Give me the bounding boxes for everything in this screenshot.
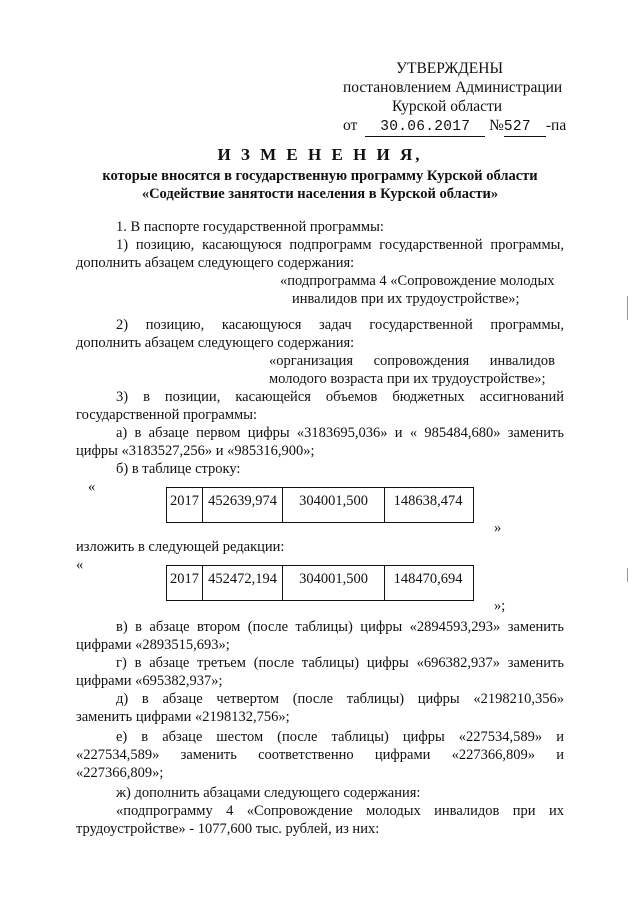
table-old-cell-year: 2017 [167, 488, 203, 522]
paragraph-3a: 2) позицию, касающуюся задач государственной программы, [116, 317, 564, 333]
paragraph-3b: дополнить абзацем следующего содержания: [76, 335, 355, 351]
paragraph-5b: цифры «3183527,256» и «985316,900»; [76, 443, 315, 459]
paragraph-7: изложить в следующей редакции: [76, 539, 285, 555]
paragraph-2a: 1) позицию, касающуюся подпрограмм государственной программы, [116, 237, 564, 253]
quote-2a: «организация сопровождения инвалидов [269, 353, 555, 369]
approval-line1: постановлением Администрации [343, 79, 563, 96]
paragraph-12: ж) дополнить абзацами следующего содержания: [116, 785, 421, 801]
table-new-cell-year: 2017 [167, 566, 203, 600]
table-new-row [166, 565, 474, 601]
approval-line2: Курской области [392, 98, 503, 115]
paragraph-4b: государственной программы: [76, 407, 257, 423]
paragraph-10a: д) в абзаце четвертом (после таблицы) цифры «2198210,356» [116, 691, 564, 707]
paragraph-6: б) в таблице строку: [116, 461, 241, 477]
paragraph-4a: 3) в позиции, касающейся объемов бюджетных ассигнований [116, 389, 564, 405]
open-quote-1: « [88, 479, 96, 495]
quote-2b: молодого возраста при их трудоустройстве»; [269, 371, 546, 387]
approval-suffix: -па [545, 117, 567, 134]
doc-subtitle-line1: которые вносятся в государственную программу Курской области [102, 168, 538, 184]
table-old-cell-regional: 148638,474 [393, 493, 463, 509]
paragraph-13b: трудоустройстве» - 1077,600 тыс. рублей, из них: [76, 821, 380, 837]
approval-date: 30.06.2017 [365, 118, 485, 137]
table-new-cell-total: 452472,194 [203, 566, 283, 600]
paragraph-8b: цифрами «2893515,693»; [76, 637, 230, 653]
table-new-cell-federal: 304001,500 [283, 566, 385, 600]
quote-1a: «подпрограмма 4 «Сопровождение молодых [280, 273, 555, 289]
paragraph-10b: заменить цифрами «2198132,756»; [76, 709, 290, 725]
paragraph-1: 1. В паспорте государственной программы: [116, 219, 384, 235]
paragraph-8a: в) в абзаце втором (после таблицы) цифры «2894593,293» заменить [116, 619, 564, 635]
table-old-row [166, 487, 474, 523]
doc-title: И З М Е Н Е Н И Я, [217, 145, 423, 164]
approval-date-line [343, 117, 566, 137]
approval-title: УТВЕРЖДЕНЫ [396, 60, 503, 77]
table-old-cell-total: 452639,974 [203, 488, 283, 522]
paragraph-11b: «227534,589» заменить соответственно цифрами «227366,809» и [76, 747, 564, 763]
paragraph-9b: цифрами «695382,937»; [76, 673, 223, 689]
close-quote-1: » [494, 520, 502, 536]
paragraph-11a: е) в абзаце шестом (после таблицы) цифры «227534,589» и [116, 729, 564, 745]
approval-number: 527 [504, 118, 546, 137]
paragraph-5a: а) в абзаце первом цифры «3183695,036» и « 985484,680» заменить [116, 425, 564, 441]
table-old-cell-federal: 304001,500 [283, 488, 385, 522]
approval-from: от [343, 117, 358, 134]
table-new-cell-regional: 148470,694 [393, 571, 463, 587]
approval-no-sign: № [489, 117, 504, 134]
paragraph-9a: г) в абзаце третьем (после таблицы) цифры «696382,937» заменить [116, 655, 564, 671]
doc-subtitle-line2: «Содействие занятости населения в Курской области» [141, 186, 499, 202]
paragraph-2b: дополнить абзацем следующего содержания: [76, 255, 355, 271]
paragraph-11c: «227366,809»; [76, 765, 164, 781]
scan-artifact [627, 296, 628, 320]
scan-artifact [627, 568, 628, 582]
quote-1b: инвалидов при их трудоустройстве»; [292, 291, 520, 307]
close-quote-2: »; [494, 598, 506, 614]
open-quote-2: « [76, 557, 84, 573]
paragraph-13a: «подпрограмму 4 «Сопровождение молодых инвалидов при их [116, 803, 564, 819]
